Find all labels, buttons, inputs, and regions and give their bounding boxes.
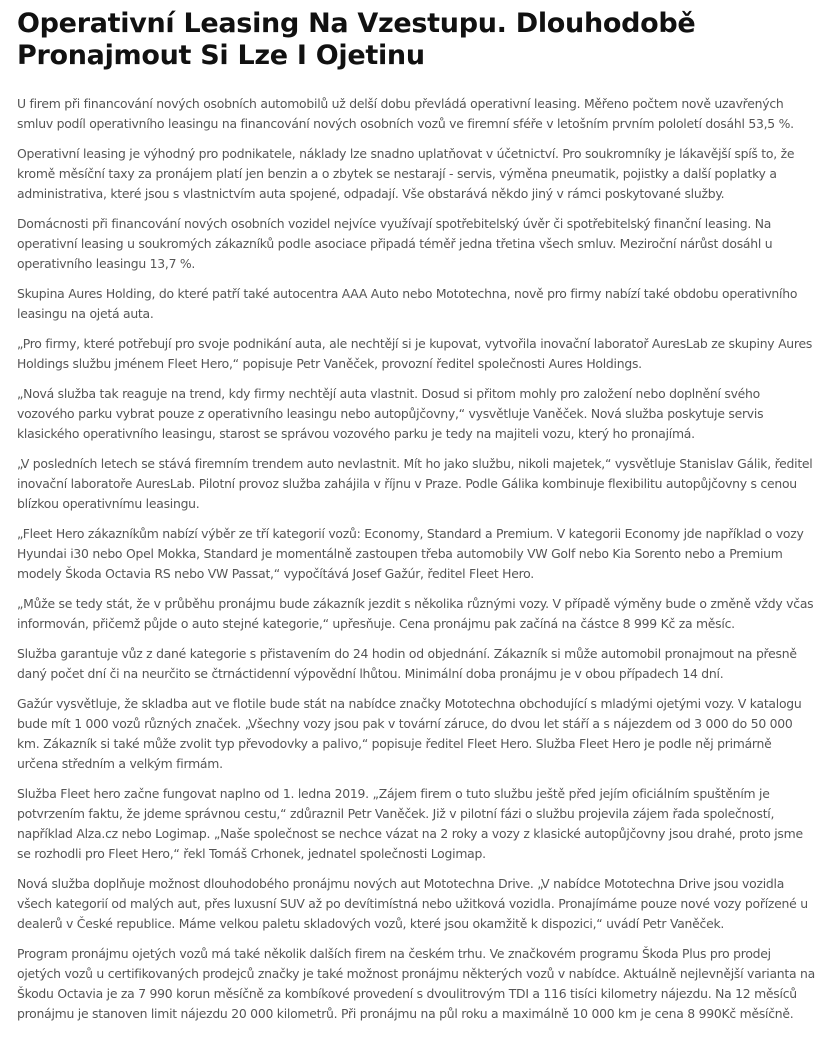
article-paragraph: „V posledních letech se stává firemním trendem auto nevlastnit. Mít ho jako službu, nikoli majetek,“ vysvětluje Stanislav Gálik, ředitel inovační laboratoře AuresLab. Pilotní provoz služba zahájila v říjnu v Praze. Podle Gálika kombinuje flexibilitu autopůjčovny s cenou blízkou operativnímu leasingu. (17, 456, 813, 511)
article-body (17, 94, 816, 1024)
article-paragraph: U firem při financování nových osobních automobilů už delší dobu převládá operativní leasing. Měřeno počtem nově uzavřených smluv podíl operativního leasingu na financování nových osobních vozů ve firemní sféře v letošním prvním pololetí dosáhl 53,5 %. (17, 96, 794, 131)
article-title: Operativní Leasing Na Vzestupu. Dlouhodobě Pronajmout Si Lze I Ojetinu (17, 8, 696, 71)
article-paragraph: „Nová služba tak reaguje na trend, kdy firmy nechtějí auta vlastnit. Dosud si přitom mohly pro založení nebo doplnění svého vozového parku vybrat pouze z operativního leasingu nebo autopůjčovny,“ vysvětluje Vaněček. Nová služba poskytuje servis klasického operativního leasingu, starost se správou vozového parku je tedy na majiteli vozu, který ho pronajímá. (17, 386, 764, 441)
article-paragraph: Služba garantuje vůz z dané kategorie s přistavením do 24 hodin od objednání. Zákazník si může automobil pronajmout na přesně daný počet dní či na neurčito se čtrnáctidenní výpovědní lhůtou. Minimální doba pronájmu je v obou případech 14 dní. (17, 646, 797, 681)
article-paragraph: „Fleet Hero zákazníkům nabízí výběr ze tří kategorií vozů: Economy, Standard a Premium. V kategorii Economy jde například o vozy Hyundai i30 nebo Opel Mokka, Standard je momentálně zastoupen třeba automobily VW Golf nebo Kia Sorento nebo a Premium modely Škoda Octavia RS nebo VW Passat,“ vypočítává Josef Gažúr, ředitel Fleet Hero. (17, 526, 804, 581)
article-paragraph: Služba Fleet hero začne fungovat naplno od 1. ledna 2019. „Zájem firem o tuto službu ještě před jejím oficiálním spuštěním je potvrzením faktu, že jdeme správnou cestu,“ zdůraznil Petr Vaněček. Již v pilotní fázi o službu projevila zájem řada společností, například Alza.cz nebo Logimap. „Naše společnost se nechce vázat na 2 roky a vozy z klasické autopůjčovny jsou drahé, proto jsme se rozhodli pro Fleet Hero,“ řekl Tomáš Crhonek, jednatel společnosti Logimap. (17, 786, 803, 861)
article-paragraph: Skupina Aures Holding, do které patří také autocentra AAA Auto nebo Mototechna, nově pro firmy nabízí také obdobu operativního leasingu na ojetá auta. (17, 286, 798, 321)
article-paragraph: Operativní leasing je výhodný pro podnikatele, náklady lze snadno uplatňovat v účetnictví. Pro soukromníky je lákavější spíš to, že kromě měsíční taxy za pronájem platí jen benzin a o zbytek se nestarají - servis, výměna pneumatik, pojistky a další poplatky a administrativa, které jsou s vlastnictvím auta spojené, odpadají. Vše obstarává někdo jiný v rámci poskytované služby. (17, 146, 795, 201)
article-paragraph: „Může se tedy stát, že v průběhu pronájmu bude zákazník jezdit s několika různými vozy. V případě výměny bude o změně vždy včas informován, přičemž půjde o auto stejné kategorie,“ upřesňuje. Cena pronájmu pak začíná na částce 8 999 Kč za měsíc. (17, 596, 814, 631)
article-paragraph: Gažúr vysvětluje, že skladba aut ve flotile bude stát na nabídce značky Mototechna obchodující s mladými ojetými vozy. V katalogu bude mít 1 000 vozů různých značek. „Všechny vozy jsou pak v tovární záruce, do dvou let stáří a s nájezdem od 3 000 do 50 000 km. Zákazník si také může zvolit typ převodovky a palivo,“ popisuje ředitel Fleet Hero. Služba Fleet Hero je podle něj primárně určena středním a velkým firmám. (17, 696, 802, 771)
article-paragraph: Program pronájmu ojetých vozů má také několik dalších firem na českém trhu. Ve značkovém programu Škoda Plus pro prodej ojetých vozů u certifikovaných prodejců značky je také možnost pronájmu některých vozů v nabídce. Aktuálně nejlevnější varianta na Škodu Octavia je za 7 990 korun měsíčně za kombíkové provedení s dvoulitrovým TDI a 116 tisíci kilometry nájezdu. Na 12 měsíců pronájmu je stanoven limit nájezdu 20 000 kilometrů. Při pronájmu na půl roku a maximálně 10 000 km je cena 8 990Kč měsíčně. (17, 946, 815, 1021)
article-paragraph: Domácnosti při financování nových osobních vozidel nejvíce využívají spotřebitelský úvěr či spotřebitelský finanční leasing. Na operativní leasing u soukromých zákazníků podle asociace připadá téměř jedna třetina všech smluv. Meziroční nárůst dosáhl u operativního leasingu 13,7 %. (17, 216, 773, 271)
article-paragraph: „Pro firmy, které potřebují pro svoje podnikání auta, ale nechtějí si je kupovat, vytvořila inovační laboratoř AuresLab ze skupiny Aures Holdings službu jménem Fleet Hero,“ popisuje Petr Vaněček, provozní ředitel společnosti Aures Holdings. (17, 336, 813, 371)
article-paragraph: Nová služba doplňuje možnost dlouhodobého pronájmu nových aut Mototechna Drive. „V nabídce Mototechna Drive jsou vozidla všech kategorií od malých aut, přes luxusní SUV až po devítimístná nebo užitková vozidla. Pronajímáme pouze nové vozy pořízené u dealerů v České republice. Máme velkou paletu skladových vozů, které jsou okamžitě k dispozici,“ uvádí Petr Vaněček. (17, 876, 808, 931)
